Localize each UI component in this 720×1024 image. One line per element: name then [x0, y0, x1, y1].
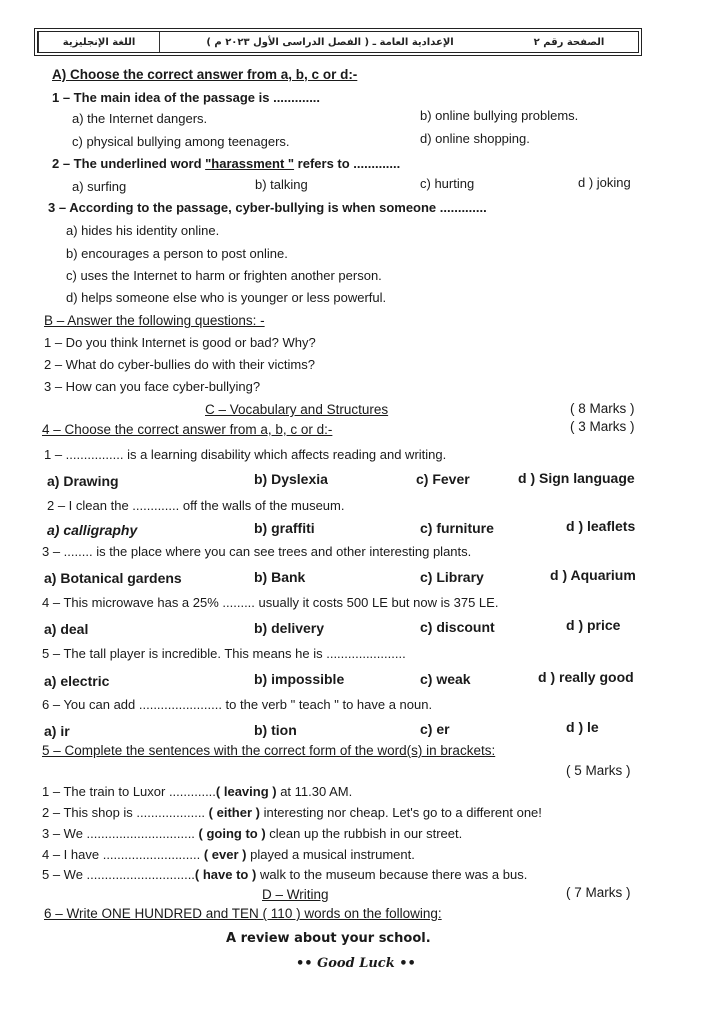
good-luck-closing: •• Good Luck ••: [296, 956, 416, 971]
fill-sentence: [42, 826, 462, 842]
option-c: c) hurting: [420, 176, 475, 191]
option-a: a) ir: [44, 723, 70, 739]
option-b: b) graffiti: [254, 520, 315, 536]
bracket-word: ( ever ): [203, 847, 247, 862]
option-d: d ) Sign language: [518, 470, 635, 486]
sentence-post: at 11.30 AM.: [276, 784, 353, 799]
question-stem: 3 – According to the passage, cyber-bullying is when someone .............: [48, 200, 487, 215]
stem-pre: 2 – The underlined word: [52, 156, 206, 171]
option-d: d ) leaflets: [566, 518, 636, 534]
option-b: b) talking: [255, 177, 308, 192]
section-c-title: C – Vocabulary and Structures: [205, 402, 389, 417]
open-question: 3 – How can you face cyber-bullying?: [44, 379, 261, 394]
open-question: 1 – Do you think Internet is good or bad? Why?: [44, 335, 316, 350]
exam-title: الإعدادية العامة ـ ( الفصل الدراسى الأول ٢٠٢٣ م ): [159, 32, 500, 52]
sentence-post: interesting nor cheap. Let's go to a different one!: [259, 805, 542, 820]
option-a: a) calligraphy: [47, 522, 138, 538]
option-c: c) discount: [420, 619, 495, 635]
option-c: c) er: [420, 721, 450, 737]
sentence-pre: 1 – The train to Luxor .............: [42, 784, 216, 799]
sentence-pre: 5 – We ..............................: [42, 867, 195, 882]
fill-sentence: [42, 867, 527, 883]
bracket-word: ( either ): [208, 805, 260, 820]
option-a: a) hides his identity online.: [66, 223, 220, 238]
vocab-stem: 1 – ................ is a learning disability which affects reading and writing.: [44, 447, 447, 462]
subject-label: اللغة الإنجليزية: [38, 32, 159, 52]
section-c-marks: ( 8 Marks ): [570, 401, 635, 416]
writing-topic: A review about your school.: [226, 931, 431, 946]
vocab-stem: 3 – ........ is the place where you can see trees and other interesting plants.: [42, 544, 472, 559]
option-b: b) delivery: [254, 620, 325, 636]
open-question: 2 – What do cyber-bullies do with their victims?: [44, 357, 315, 372]
sentence-pre: 4 – I have ...........................: [42, 847, 204, 862]
underlined-word: "harassment ": [205, 156, 295, 171]
vocab-stem: 2 – I clean the ............. off the walls of the museum.: [47, 498, 345, 513]
sentence-pre: 3 – We ..............................: [42, 826, 199, 841]
option-d: d) helps someone else who is younger or less powerful.: [66, 290, 387, 305]
option-d: d ) price: [566, 617, 621, 633]
option-b: b) impossible: [254, 671, 345, 687]
fill-sentence: [42, 805, 542, 821]
q4-title: 4 – Choose the correct answer from a, b, c or d:-: [42, 422, 333, 437]
option-a: a) deal: [44, 621, 89, 637]
fill-sentence: [42, 784, 352, 800]
option-d: d) online shopping.: [420, 131, 530, 146]
question-stem: [52, 156, 400, 172]
sentence-pre: 2 – This shop is ...................: [42, 805, 209, 820]
option-a: a) electric: [44, 673, 110, 689]
option-d: d ) Aquarium: [550, 567, 636, 583]
option-b: b) online bullying problems.: [420, 108, 579, 123]
section-a-title: A) Choose the correct answer from a, b, c or d:-: [52, 67, 358, 82]
q5-title: 5 – Complete the sentences with the correct form of the word(s) in brackets:: [42, 743, 496, 758]
section-b-title: B – Answer the following questions: -: [44, 313, 265, 328]
option-d: d ) le: [566, 719, 599, 735]
vocab-stem: 4 – This microwave has a 25% ......... usually it costs 500 LE but now is 375 LE.: [42, 595, 499, 610]
option-d: d ) joking: [578, 175, 631, 190]
option-c: c) uses the Internet to harm or frighten another person.: [66, 268, 382, 283]
option-b: b) Dyslexia: [254, 471, 328, 487]
q6-instruction: 6 – Write ONE HUNDRED and TEN ( 110 ) words on the following:: [44, 906, 442, 921]
option-c: c) weak: [420, 671, 471, 687]
fill-sentence: [42, 847, 415, 863]
bracket-word: ( leaving ): [215, 784, 277, 799]
question-stem: 1 – The main idea of the passage is .............: [52, 90, 321, 105]
sentence-post: played a musical instrument.: [246, 847, 415, 862]
page-number: الصفحة رقم ٢: [533, 36, 605, 48]
section-d-marks: ( 7 Marks ): [566, 885, 631, 900]
option-c: c) Library: [420, 569, 484, 585]
option-b: b) tion: [254, 722, 297, 738]
option-a: a) Drawing: [47, 473, 119, 489]
stem-post: refers to .............: [294, 156, 401, 171]
q4-marks: ( 3 Marks ): [570, 419, 635, 434]
sentence-post: clean up the rubbish in our street.: [265, 826, 463, 841]
exam-header: [34, 28, 642, 56]
bracket-word: ( going to ): [198, 826, 266, 841]
option-c: c) furniture: [420, 520, 494, 536]
sentence-post: walk to the museum because there was a bus.: [256, 867, 528, 882]
option-d: d ) really good: [538, 669, 634, 685]
bracket-word: ( have to ): [194, 867, 257, 882]
option-c: c) Fever: [416, 471, 470, 487]
q5-marks: ( 5 Marks ): [566, 763, 631, 778]
vocab-stem: 5 – The tall player is incredible. This means he is ......................: [42, 646, 406, 661]
option-a: a) surfing: [72, 179, 127, 194]
option-a: a) the Internet dangers.: [72, 111, 208, 126]
option-c: c) physical bullying among teenagers.: [72, 134, 290, 149]
option-a: a) Botanical gardens: [44, 570, 182, 586]
option-b: b) Bank: [254, 569, 306, 585]
section-d-title: D – Writing: [262, 887, 329, 902]
option-b: b) encourages a person to post online.: [66, 246, 288, 261]
vocab-stem: 6 – You can add ....................... to the verb " teach " to have a noun.: [42, 697, 433, 712]
